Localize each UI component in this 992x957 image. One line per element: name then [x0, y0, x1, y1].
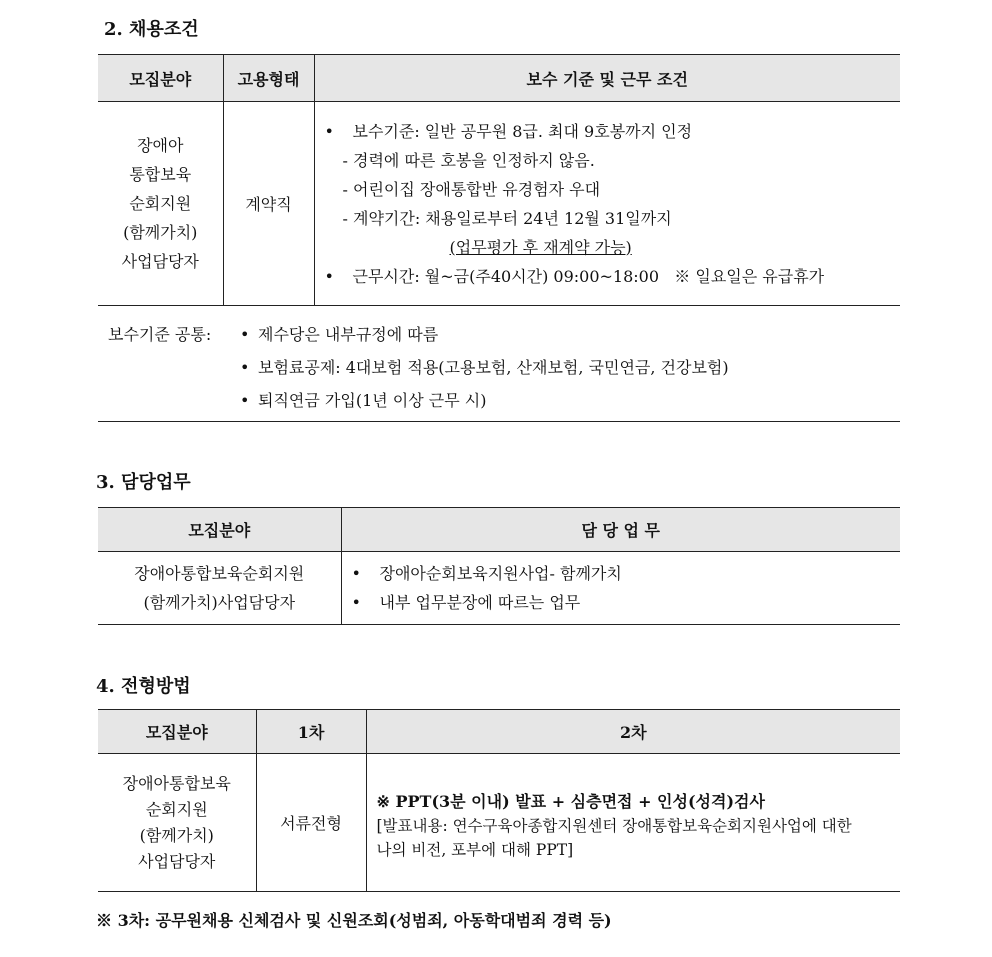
header-pay-conditions: 보수 기준 및 근무 조건	[314, 55, 900, 102]
second-round-detail: 나의 비전, 포부에 대해 PPT]	[376, 841, 574, 859]
header-duties: 담 당 업 무	[341, 508, 900, 552]
header-field: 모집분야	[98, 710, 256, 754]
bullet: •	[324, 266, 334, 286]
field-line: 순회지원	[145, 799, 208, 819]
second-round-main: ※ PPT(3분 이내) 발표 + 심층면접 + 인성(성격)검사	[376, 792, 765, 811]
section-4-title: 4. 전형방법	[96, 676, 191, 697]
header-employment-type: 고용형태	[223, 55, 314, 102]
field-cell	[98, 754, 256, 892]
work-hours: 근무시간: 월~금(주40시간) 09:00~18:00 ※ 일요일은 유급휴가	[352, 266, 825, 286]
second-round-cell	[366, 754, 900, 892]
section-3-title: 3. 담당업무	[96, 472, 191, 493]
common-item: 퇴직연금 가입(1년 이상 근무 시)	[258, 391, 487, 410]
header-second-round: 2차	[366, 710, 900, 754]
pay-standard: 보수기준: 일반 공무원 8급. 최대 9호봉까지 인정	[352, 121, 693, 141]
pay-sub: - 경력에 따른 호봉을 인정하지 않음.	[342, 150, 595, 170]
employment-conditions-table	[98, 54, 900, 306]
pay-sub: - 계약기간: 채용일로부터 24년 12월 31일까지	[342, 208, 672, 228]
field-line: 장애아	[137, 136, 184, 155]
field-line: 사업담당자	[121, 252, 199, 271]
contract-renewal: (업무평가 후 재계약 가능)	[449, 237, 632, 257]
bullet: •	[240, 391, 250, 410]
bullet: •	[240, 358, 250, 377]
header-first-round: 1차	[256, 710, 366, 754]
duty-item: 내부 업무분장에 따르는 업무	[379, 593, 581, 612]
field-line: (함께가치)	[123, 223, 198, 242]
bullet: •	[351, 593, 361, 612]
pay-conditions-cell	[314, 102, 900, 306]
field-cell	[98, 552, 341, 625]
header-field: 모집분야	[98, 55, 223, 102]
pay-sub: - 어린이집 장애통합반 유경험자 우대	[342, 179, 601, 199]
field-cell	[98, 102, 223, 306]
second-round-detail: [발표내용: 연수구육아종합지원센터 장애통합보육순회지원사업에 대한	[376, 817, 852, 835]
field-line: 장애아통합보육	[122, 773, 231, 793]
section-2-title: 2. 채용조건	[104, 19, 199, 40]
field-line: (함께가치)	[139, 825, 214, 845]
duty-item: 장애아순회보육지원사업- 함께가치	[379, 564, 622, 583]
third-round-note: ※ 3차: 공무원채용 신체검사 및 신원조회(성범죄, 아동학대범죄 경력 등)	[96, 911, 612, 930]
field-line: 순회지원	[129, 194, 192, 213]
common-pay-block	[108, 318, 729, 417]
selection-method-table	[98, 709, 900, 892]
field-line: 장애아통합보육순회지원	[134, 564, 305, 583]
common-label: 보수기준 공통:	[108, 325, 212, 344]
first-round-cell: 서류전형	[256, 754, 366, 892]
common-item: 제수당은 내부규정에 따름	[258, 325, 439, 344]
field-line: 통합보육	[129, 165, 192, 184]
field-line: 사업담당자	[138, 851, 216, 871]
field-line: (함께가치)사업담당자	[143, 593, 296, 612]
divider	[98, 421, 900, 422]
bullet: •	[240, 325, 250, 344]
header-field: 모집분야	[98, 508, 341, 552]
bullet: •	[324, 121, 334, 141]
employment-type-cell: 계약직	[223, 102, 314, 306]
duties-table	[98, 507, 900, 625]
duties-cell	[341, 552, 900, 625]
common-item: 보험료공제: 4대보험 적용(고용보험, 산재보험, 국민연금, 건강보험)	[258, 358, 729, 377]
bullet: •	[351, 564, 361, 583]
